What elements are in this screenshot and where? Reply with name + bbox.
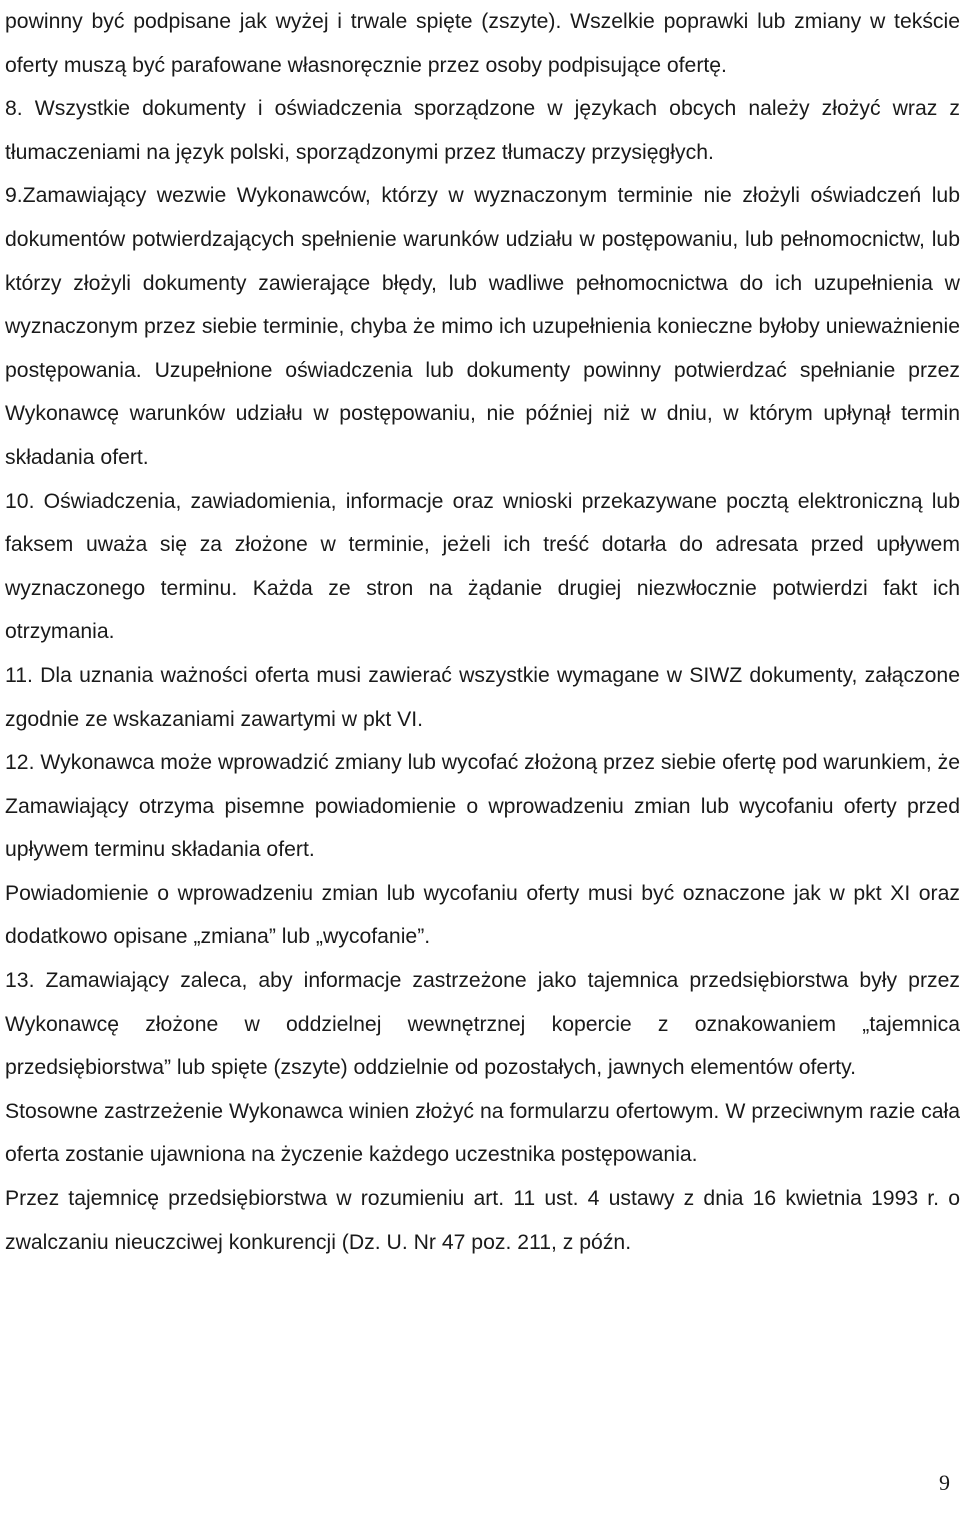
paragraph-item-11: 11. Dla uznania ważności oferta musi zawierać wszystkie wymagane w SIWZ dokumenty, załączone zgodnie ze wskazaniami zawartymi w pkt VI. xyxy=(5,663,960,731)
document-body xyxy=(5,0,960,1264)
paragraph-trade-secret-definition: Przez tajemnicę przedsiębiorstwa w rozumieniu art. 11 ust. 4 ustawy z dnia 16 kwietnia 1993 r. o zwalczaniu nieuczciwej konkurencji (Dz. U. Nr 47 poz. 211, z późn. xyxy=(5,1187,960,1254)
paragraph-continuation: powinny być podpisane jak wyżej i trwale spięte (zszyte). Wszelkie poprawki lub zmiany w tekście oferty muszą być parafowane własnoręcznie przez osoby podpisujące ofertę. xyxy=(5,10,960,77)
paragraph-reservation: Stosowne zastrzeżenie Wykonawca winien złożyć na formularzu ofertowym. W przeciwnym razie cała oferta zostanie ujawniona na życzenie każdego uczestnika postępowania. xyxy=(5,1099,960,1167)
paragraph-item-9: 9.Zamawiający wezwie Wykonawców, którzy w wyznaczonym terminie nie złożyli oświadczeń lub dokumentów potwierdzających spełnienie warunków udziału w postępowaniu, lub pełnomocnictw, lub którzy złożyli dokumenty zawierające błędy, lub wadliwe pełnomocnictwa do ich uzupełnienia w wyznaczonym przez siebie terminie, chyba że mimo ich uzupełnienia konieczne byłoby unieważnienie postępowania. Uzupełnione oświadczenia lub dokumenty powinny potwierdzać spełnianie przez Wykonawcę warunków udziału w postępowaniu, nie później niż w dniu, w którym upłynął termin składania ofert. xyxy=(5,184,960,469)
paragraph-item-8: 8. Wszystkie dokumenty i oświadczenia sporządzone w językach obcych należy złożyć wraz z tłumaczeniami na język polski, sporządzonymi przez tłumaczy przysięgłych. xyxy=(5,97,960,164)
paragraph-withdrawal-notice: Powiadomienie o wprowadzeniu zmian lub wycofaniu oferty musi być oznaczone jak w pkt XI oraz dodatkowo opisane „zmiana” lub „wycofanie”. xyxy=(5,881,960,949)
paragraph-item-12: 12. Wykonawca może wprowadzić zmiany lub wycofać złożoną przez siebie ofertę pod warunkiem, że Zamawiający otrzyma pisemne powiadomienie o wprowadzeniu zmian lub wycofaniu oferty przed upływem terminu składania ofert. xyxy=(5,751,960,862)
page-number: 9 xyxy=(939,1470,950,1495)
paragraph-item-13: 13. Zamawiający zaleca, aby informacje zastrzeżone jako tajemnica przedsiębiorstwa były przez Wykonawcę złożone w oddzielnej wewnętrznej kopercie z oznakowaniem „tajemnica przedsiębiorstwa” lub spięte (zszyte) oddzielnie od pozostałych, jawnych elementów oferty. xyxy=(5,969,960,1080)
paragraph-item-10: 10. Oświadczenia, zawiadomienia, informacje oraz wnioski przekazywane pocztą elektroniczną lub faksem uważa się za złożone w terminie, jeżeli ich treść dotarła do adresata przed upływem wyznaczonego terminu. Każda ze stron na żądanie drugiej niezwłocznie potwierdzi fakt ich otrzymania. xyxy=(5,489,960,644)
